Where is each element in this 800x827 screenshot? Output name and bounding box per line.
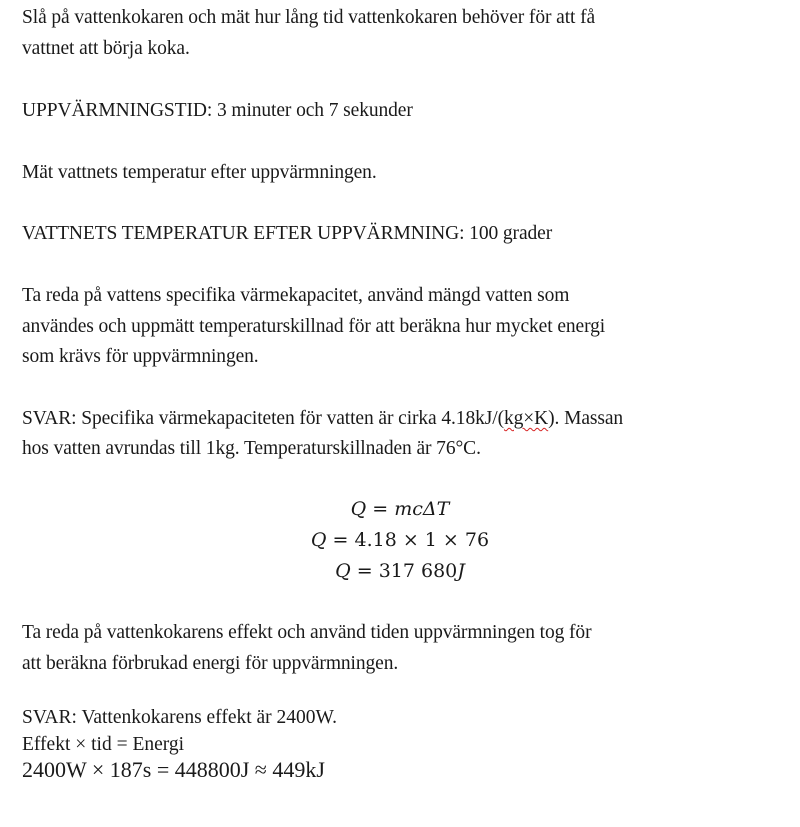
formula-heat-substituted: Q = 4.18 × 1 × 76 xyxy=(310,529,490,551)
instruction-specific-heat-line1: Ta reda på vattens specifika värmekapacitet, använd mängd vatten som xyxy=(22,285,570,306)
instruction-specific-heat-line2: användes och uppmätt temperaturskillnad för att beräkna hur mycket energi xyxy=(22,316,606,337)
answer-water-temperature: VATTNETS TEMPERATUR EFTER UPPVÄRMNING: 100 grader xyxy=(22,223,553,244)
instruction-boiling-time-line2: vattnet att börja koka. xyxy=(22,38,190,59)
answer-power-formula: Effekt × tid = Energi xyxy=(22,734,185,755)
answer-energy-calculation: 2400W × 187s = 448800J ≈ 449kJ xyxy=(22,757,325,782)
answer-specific-heat-line2: hos vatten avrundas till 1kg. Temperaturskillnaden är 76°C. xyxy=(22,438,481,459)
instruction-measure-temperature: Mät vattnets temperatur efter uppvärmningen. xyxy=(22,162,377,183)
formula-heat-general: Q = mcΔT xyxy=(350,498,450,520)
answer-specific-heat-line1: SVAR: Specifika värmekapaciteten för vatten är cirka 4.18kJ/(kg×K). Massan xyxy=(22,408,624,429)
formula-heat-result: Q = 317 680J xyxy=(335,560,465,582)
instruction-specific-heat-line3: som krävs för uppvärmningen. xyxy=(22,346,259,367)
instruction-boiling-time-line1: Slå på vattenkokaren och mät hur lång tid vattenkokaren behöver för att få xyxy=(22,7,596,28)
instruction-kettle-power-line1: Ta reda på vattenkokarens effekt och använd tiden uppvärmningen tog för xyxy=(22,622,592,643)
answer-heating-time: UPPVÄRMNINGSTID: 3 minuter och 7 sekunder xyxy=(22,100,413,121)
answer-kettle-power: SVAR: Vattenkokarens effekt är 2400W. xyxy=(22,707,338,728)
instruction-kettle-power-line2: att beräkna förbrukad energi för uppvärmningen. xyxy=(22,653,399,674)
spellcheck-flagged-word[interactable]: kg×K xyxy=(503,408,549,429)
